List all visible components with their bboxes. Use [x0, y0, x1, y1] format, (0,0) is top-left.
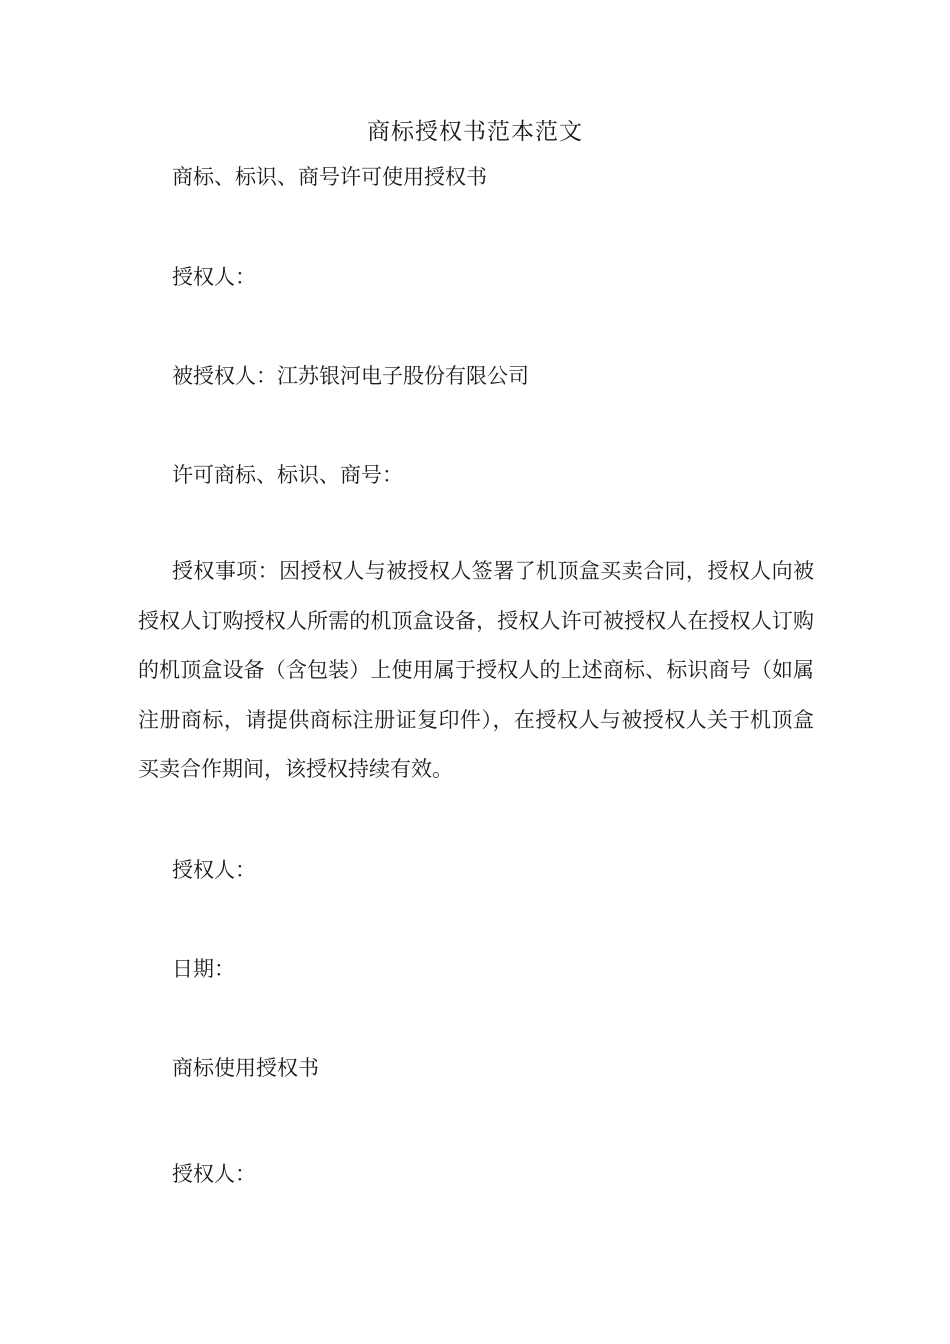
grantor-field: 授权人：: [172, 265, 256, 289]
grantee-field: 被授权人：江苏银河电子股份有限公司: [172, 364, 529, 388]
licensed-trademark-field: 许可商标、标识、商号：: [172, 463, 403, 487]
grantor-field-second: 授权人：: [172, 1162, 256, 1186]
subtitle-license-authorization: 商标、标识、商号许可使用授权书: [172, 165, 487, 189]
authorization-matters-paragraph: 授权事项：因授权人与被授权人签署了机顶盒买卖合同，授权人向被授权人订购授权人所需的机顶盒设备，授权人许可被授权人在授权人订购的机顶盒设备（含包装）上使用属于授权人的上述商标、标识商号（如属注册商标，请提供商标注册证复印件），在授权人与被授权人关于机顶盒买卖合作期间，该授权持续有效。: [138, 559, 814, 781]
section-heading-trademark-use: 商标使用授权书: [172, 1056, 319, 1080]
date-field: 日期：: [172, 957, 235, 981]
grantor-signature-field: 授权人：: [172, 858, 256, 882]
document-title: 商标授权书范本范文: [367, 119, 583, 145]
